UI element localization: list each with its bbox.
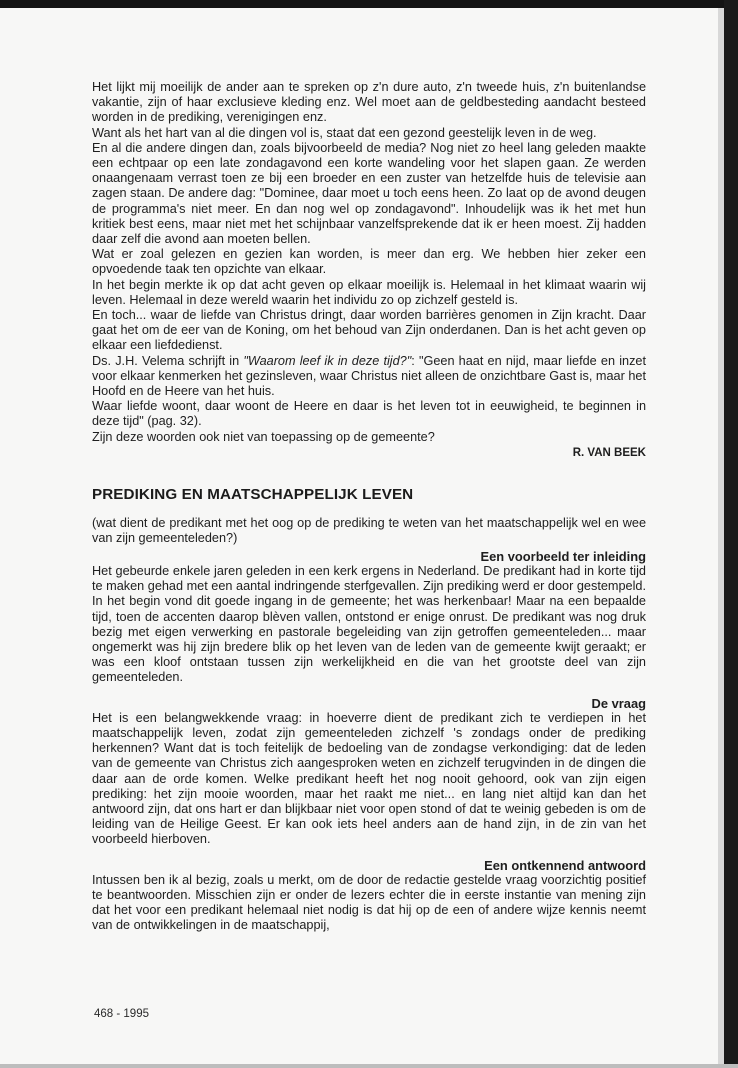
book-title: "Waarom leef ik in deze tijd?" xyxy=(243,353,412,368)
paragraph: Zijn deze woorden ook niet van toepassing op de gemeente? xyxy=(92,429,435,444)
section-heading: Een ontkennend antwoord xyxy=(484,857,646,873)
section-body: Intussen ben ik al bezig, zoals u merkt, om de door de redactie gestelde vraag voorzichtig positief te beantwoorden. Misschien zijn er onder de lezers echter die in eerste instantie van mening zijn dat het voor een predikant helemaal niet nodig is dat hij op de een of andere wijze kennis neemt van de ontwikkelingen in de maatschappij, xyxy=(92,872,646,933)
author-signature: R. VAN BEEK xyxy=(572,446,646,459)
quote-lead: Ds. J.H. Velema schrijft in xyxy=(92,353,244,368)
paragraph: Het lijkt mij moeilijk de ander aan te spreken op z'n dure auto, z'n tweede huis, z'n buitenlandse vakantie, zijn of haar exclusieve kleding enz. Wel moet aan de geldbesteding aandacht besteed worden in de prediking, verenigingen enz. xyxy=(92,80,646,125)
paragraph: Wat er zoal gelezen en gezien kan worden, is meer dan erg. We hebben hier zeker een opvoedende taak ten opzichte van elkaar. xyxy=(92,247,646,277)
section-heading: De vraag xyxy=(591,695,646,711)
section-heading: Een voorbeeld ter inleiding xyxy=(480,548,646,564)
article-intro: (wat dient de predikant met het oog op de prediking te weten van het maatschappelijk wel en wee van zijn gemeenteleden?) xyxy=(92,516,646,546)
scan-border-bottom xyxy=(0,1064,738,1068)
paragraph: En toch... waar de liefde van Christus dringt, daar worden barrières genomen in Zijn kracht. Daar gaat het om de eer van de Koning, om het behoud van Zijn onderdanen. Dan is het acht geven op elkaar een liefdedienst. xyxy=(92,308,646,353)
section-body: Het is een belangwekkende vraag: in hoeverre dient de predikant zich te verdiepen in het maatschappelijk leven, zodat zijn gemeenteleden zichzelf 's zondags onder de prediking herkennen? Want dat is toch feitelijk de bedoeling van de zondagse verkondiging: dat de leden van de gemeente van Christus zich aangesproken weten en zichzelf terugvinden in de dingen die daar aan de orde komen. Welke predikant heeft het nog nooit gehoord, ook van zijn eigen prediking: het zijn mooie woorden, maar het raakt me niet... en lang niet altijd kan dan het antwoord zijn, dat ons hart er dan blijkbaar niet voor open stond of dat te weinig gebeden is om de leiding van de Heilige Geest. Er kan ook iets heel anders aan de hand zijn, in de zin van het voorbeeld hierboven. xyxy=(92,710,646,847)
page-content xyxy=(92,80,646,934)
article-title: PREDIKING EN MAATSCHAPPELIJK LEVEN xyxy=(92,486,414,504)
paragraph: In het begin merkte ik op dat acht geven op elkaar moeilijk is. Helemaal in het klimaat waarin wij leven. Helemaal in deze wereld waarin het individu zo op zichzelf gesteld is. xyxy=(92,277,646,307)
section-body: Het gebeurde enkele jaren geleden in een kerk ergens in Nederland. De predikant had in korte tijd te maken gehad met een aantal indringende sterfgevallen. Zijn prediking werd er door gestempeld. In het begin vond dit goede ingang in de gemeente; het was herkenbaar! Maar na een bepaalde tijd, toen de accenten daarop blèven vallen, ontstond er enige onrust. De predikant was nog druk bezig met eigen verwerking en pastorale begeleiding van zijn getroffen gemeenteleden... maar ongemerkt was hij zijn bredere blik op het leven van de leden van de gemeente kwijt geraakt; er was een kloof ontstaan tussen zijn werkelijkheid en die van het grootste deel van zijn gemeenteleden. xyxy=(92,563,646,685)
velema-quote-paragraph xyxy=(92,354,646,400)
paragraph: Want als het hart van al die dingen vol is, staat dat een gezond geestelijk leven in de weg. xyxy=(92,125,597,140)
page-edge-shadow xyxy=(718,8,724,1068)
page-number: 468 - 1995 xyxy=(94,1008,149,1020)
document-page xyxy=(0,8,718,1064)
paragraph: Waar liefde woont, daar woont de Heere en daar is het leven tot in eeuwigheid, te beginnen in deze tijd" (pag. 32). xyxy=(92,399,646,429)
scan-border-right xyxy=(724,0,738,1068)
quote-text: : "Geen haat en nijd, maar liefde en inzet voor elkaar kenmerken het gezinsleven, waar Christus niet alleen de onzichtbare Gast is, maar het Hoofd en de Heere van het huis. xyxy=(92,353,646,399)
paragraph: En al die andere dingen dan, zoals bijvoorbeeld de media? Nog niet zo heel lang geleden maakte een echtpaar op een late zondagavond een korte wandeling voor het slapen gaan. Ze werden onaangenaam verrast toen ze bij een broeder en een zuster van hetzelfde huis de televisie aan zagen staan. De andere dag: "Dominee, daar moet u toch eens heen. Zo laat op de avond deugen de programma's niet meer. En dan nog wel op zondagavond". Inhoudelijk was ik het met hun kritiek best eens, maar niet met het schijnbaar vanzelfsprekende dat ik er heen moest. Zij hadden daar zelf die avond aan moeten bellen. xyxy=(92,140,646,247)
scan-border-top xyxy=(0,0,738,8)
